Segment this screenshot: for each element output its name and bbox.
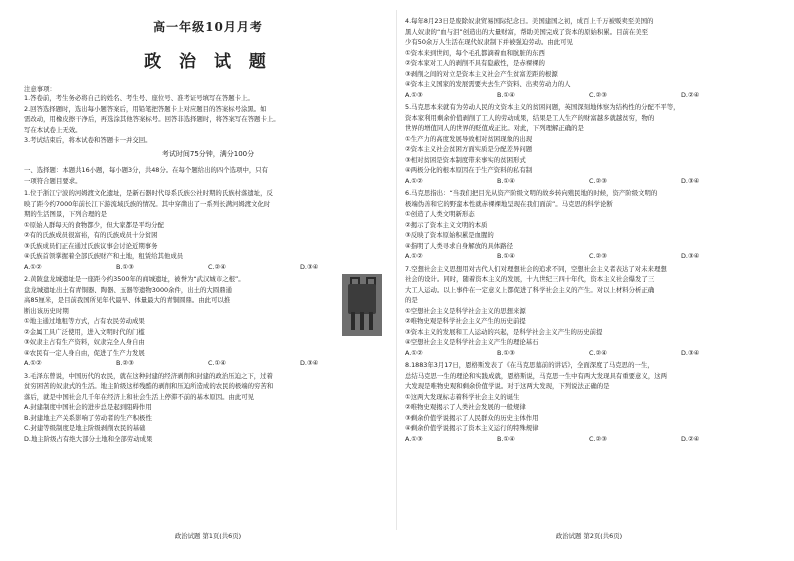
statement: ④氏族首领掌握着全部氏族财产和土地，租赁给其他成员	[24, 252, 184, 260]
question-stem: 少有50余万人生活在现代奴隶制下并被强迫劳动。由此可见	[405, 38, 573, 46]
page-footer: 政治试题 第2页(共6页)	[555, 532, 623, 540]
option-d: D.③④	[300, 359, 319, 367]
column-divider	[396, 10, 397, 530]
options-row	[405, 176, 773, 187]
statement: ③氏族成员们正在通过氏族议事会讨论近期事务	[24, 241, 158, 250]
statement: ②有的氏族成员很富裕，有的氏族成员十分贫困	[24, 231, 158, 239]
option-a: A.①②	[24, 262, 42, 271]
page-2	[405, 0, 773, 561]
option-c: C.②④	[589, 348, 607, 357]
option-a: A.①②	[24, 359, 42, 367]
option-c: C.②③	[589, 90, 607, 99]
statement: ①地主通过地租等方式，占有农民劳动成果	[24, 317, 145, 325]
statement: ②唯物史观是科学社会主义产生的历史前提	[405, 317, 526, 325]
option-c: C.②④	[208, 262, 226, 271]
notes-title: 注意事项：	[24, 85, 56, 93]
question-stem: 1.位于浙江宁波的河姆渡文化遗址，是新石器时代母系氏族公社时期的氏族村落遗址，反	[24, 189, 273, 197]
question-stem: 贫穷困苦的奴隶式的生活。地主阶级这样残酷的剥削和压迫所造成的农民的极端的穷苦和	[24, 382, 274, 390]
option-c: C.②③	[589, 252, 607, 260]
question-stem: 高85厘米，是目前我国所见年代最早、体量最大的青铜圆鼎。由此可以推	[24, 296, 231, 304]
section-intro-line: 一项符合题目要求。	[24, 176, 82, 185]
option-c: C.②③	[589, 434, 607, 443]
question-stem: 大发现是唯物史观和剩余价值学说。对于这两大发现，下列说法正确的是	[405, 382, 610, 390]
exam-header	[24, 0, 392, 72]
time-note: 考试时间75分钟，满分100分	[161, 149, 255, 158]
statement: ③相对贫困是资本制度带来事实的贫困形式	[405, 155, 526, 164]
option-c: C.封建等级制度是地主阶级剥削农民的基础	[24, 424, 146, 432]
option-d: D.③④	[681, 176, 700, 185]
option-b: B.①④	[497, 176, 515, 185]
question-1	[24, 188, 392, 272]
question-stem: 社会的设计。同时，随着资本主义的发展，十九世纪三四十年代，资本主义社会爆发了三	[405, 275, 655, 283]
statement: ②资本家对工人的剥削不具有隐蔽性，是赤裸裸的	[405, 59, 545, 67]
option-d: D.③④	[681, 348, 700, 357]
question-7	[405, 264, 773, 359]
question-stem: 落后，就是中国社会几千年在经济上和社会生活上停滞不前的基本原因。由此可见	[24, 392, 255, 401]
option-d: D.③④	[300, 262, 319, 271]
option-a: A.①②	[405, 348, 423, 357]
note-line: 1.答卷前，考生务必将自己的姓名、考生号、座位号、准考证号填写在答题卡上。	[24, 94, 254, 102]
option-b: B.①③	[116, 262, 134, 271]
bronze-ding-image	[342, 274, 382, 336]
section-intro-line: 一、选择题：本题共16小题，每小题3分，共48分。在每个题给出的四个选项中，只有	[24, 166, 268, 174]
ding-body	[348, 284, 376, 314]
question-stem: 7.空想社会主义思想用对古代人们对理想社会的追求不同，空想社会主义者表达了对未来理想	[405, 264, 667, 273]
ding-leg	[360, 312, 364, 330]
question-stem: 6.马克思指出：“当我们把目光从资产阶级文明的故乡转向殖民地的时候，资产阶级文明的	[405, 189, 658, 197]
question-stem: 总结马克思一生的理论和实践成就，恩格斯说，马克思一生中有两大发现具有重要意义，这两	[405, 371, 668, 380]
statement: ①原始人群每天的食物都少，但大家都是平均分配	[24, 220, 164, 229]
statement: ②唯物史观揭示了人类社会发展的一般规律	[405, 403, 526, 411]
statement: ④两极分化的根本原因在于生产资料的私有制	[405, 166, 533, 174]
statement: ②资本主义社会贫困方面实质是分配差异问题	[405, 145, 533, 153]
subject-title: 政 治 试 题	[144, 52, 272, 72]
question-stem: 盘龙城遗址出土有青铜器、陶器、玉器等遗物3000余件，出土的大圆鼎通	[24, 285, 232, 294]
option-a: A.①②	[405, 176, 423, 185]
note-line: 写在本试卷上无效。	[24, 125, 82, 134]
options-row	[405, 434, 773, 445]
section-intro	[24, 165, 392, 186]
statement: ①空想社会主义是科学社会主义的思想来源	[405, 306, 526, 315]
question-3	[24, 371, 392, 445]
option-d: D.③④	[681, 252, 700, 260]
note-line: 2.回答选择题时，选出每小题答案后，用铅笔把答题卡上对应题目的答案标号涂黑。如	[24, 104, 267, 113]
question-2	[24, 274, 392, 369]
question-stem: 3.毛泽东曾说，中国历代的农民，就在这种封建的经济剥削和封建的政治压迫之下，过着	[24, 371, 273, 380]
option-c: C.①④	[208, 359, 226, 367]
options-row	[24, 262, 392, 273]
statement: ④农民有一定人身自由，促进了生产力发展	[24, 348, 145, 357]
option-b: B.①③	[497, 348, 515, 357]
options-row	[405, 251, 773, 262]
statement: ③剥削之间的对立是资本主义社会产生贫富差距的根源	[405, 69, 558, 78]
option-c: C.②③	[589, 176, 607, 185]
ding-leg	[351, 312, 355, 330]
option-d: D.②④	[681, 90, 700, 99]
statement: ①资本来到世间，每个毛孔都滴着血和肮脏的东西	[405, 48, 545, 57]
question-stem: 黑人奴隶的“血与泪”创造出的大量财富，帮助美国完成了资本的原始积累。目前在美至	[405, 27, 649, 36]
ding-leg	[369, 312, 373, 330]
option-a: A.①③	[405, 90, 423, 99]
options-row	[405, 90, 773, 101]
statement: ④资本主义国家的发展需要夫去生产资料、出卖劳动力的人	[405, 80, 571, 88]
statement: ①生产力的高度发展导致相对贫困现象的出现	[405, 134, 533, 143]
statement: ④剩余价值学说揭示了资本主义运行的特殊规律	[405, 424, 539, 432]
option-a: A.①③	[405, 434, 423, 443]
note-line: 需改动，用橡皮擦干净后，再选涂其他答案标号。回答非选择题时，将答案写在答题卡上。	[24, 115, 280, 123]
statement: ①这两大发现标志着科学社会主义的诞生	[405, 392, 520, 401]
statement: ①创造了人类文明新形态	[405, 210, 475, 218]
notes	[24, 93, 392, 146]
option-d: D.②④	[681, 434, 700, 443]
options-row	[24, 358, 392, 369]
question-stem: 2.黄陂盘龙城遗址是一座距今约3500年的商城遗址，被誉为“武汉城市之根”。	[24, 275, 245, 283]
question-stem: 资本家利用剩余价值剥削了工人的劳动成果，结果是工人生产的财富越多就越贫穷，物的	[405, 113, 655, 122]
question-stem: 世界的增值同人的世界的贬值成正比。对此，下列理解正确的是	[405, 124, 584, 132]
statement: ②揭示了资本主义文明的本质	[405, 220, 488, 229]
question-stem: 映了距今约7000年前长江下游流域氏族的情况。其中穿凿出了一系列长满河姆渡文化时	[24, 199, 271, 208]
option-b: B.①④	[497, 434, 515, 443]
statement: ③反映了资本原始积累是血腥的	[405, 231, 494, 239]
page-1	[24, 0, 392, 561]
statement: ③剩余价值学说揭示了人民群众的历史主体作用	[405, 413, 539, 422]
statement: ④空想社会主义是科学社会主义产生的理论基石	[405, 338, 539, 346]
question-stem: 5.马克思本来就有为劳动人民的文资本主义的贫困问题，英国深刻地体察为结构性的分配不平等，	[405, 103, 680, 111]
question-8	[405, 360, 773, 444]
question-6	[405, 188, 773, 262]
question-stem: 8.1883年3月17日，恩格斯发表了《在马克思墓前的讲话》，全面深度了马克思的一生，	[405, 361, 654, 369]
statement: ③资本主义的发展和工人运动的兴起，是科学社会主义产生的历史前提	[405, 327, 603, 336]
statement: ②金属工具广泛使用，进入文明时代的门槛	[24, 327, 145, 336]
option-b: B.②③	[116, 359, 134, 367]
question-5	[405, 102, 773, 186]
statement: ③奴隶主占有生产资料，奴隶完全人身自由	[24, 338, 145, 346]
option-a: A.封建制度中国社会的进步总是起到阻碍作用	[24, 403, 152, 411]
option-d: D.地主阶级占有绝大部分土地和全部劳动成果	[24, 434, 153, 443]
options-row	[405, 348, 773, 359]
page-footer: 政治试题 第1页(共6页)	[174, 532, 242, 540]
question-stem: 期的生活图景，下列合理的是	[24, 210, 108, 218]
question-stem: 极端伪善和它的野蛮本性就赤裸裸地呈现在我们面前”。马克思的科学论断	[405, 199, 613, 208]
option-a: A.①②	[405, 252, 423, 260]
question-4	[405, 16, 773, 100]
note-line: 3.考试结束后，将本试卷和答题卡一并交回。	[24, 136, 152, 144]
grade-title: 高一年级10月月考	[153, 20, 263, 34]
option-b: B.①④	[497, 252, 515, 260]
statement: ④指明了人类寻求自身解放的具体路径	[405, 241, 513, 250]
option-b: B.①④	[497, 90, 515, 99]
question-stem: 大工人运动。以上事件在一定意义上都促进了科学社会主义的产生。对以上材料分析正确	[405, 285, 655, 294]
question-stem: 4.每年8月23日是废除奴隶贸易国际纪念日。美国建国之初，成百上千万被贩卖至美国的	[405, 17, 654, 25]
question-stem: 断出该历史时期	[24, 306, 69, 315]
question-stem: 的是	[405, 296, 418, 304]
option-b: B.封建地主产关系影响了劳动者的生产积极性	[24, 413, 152, 422]
